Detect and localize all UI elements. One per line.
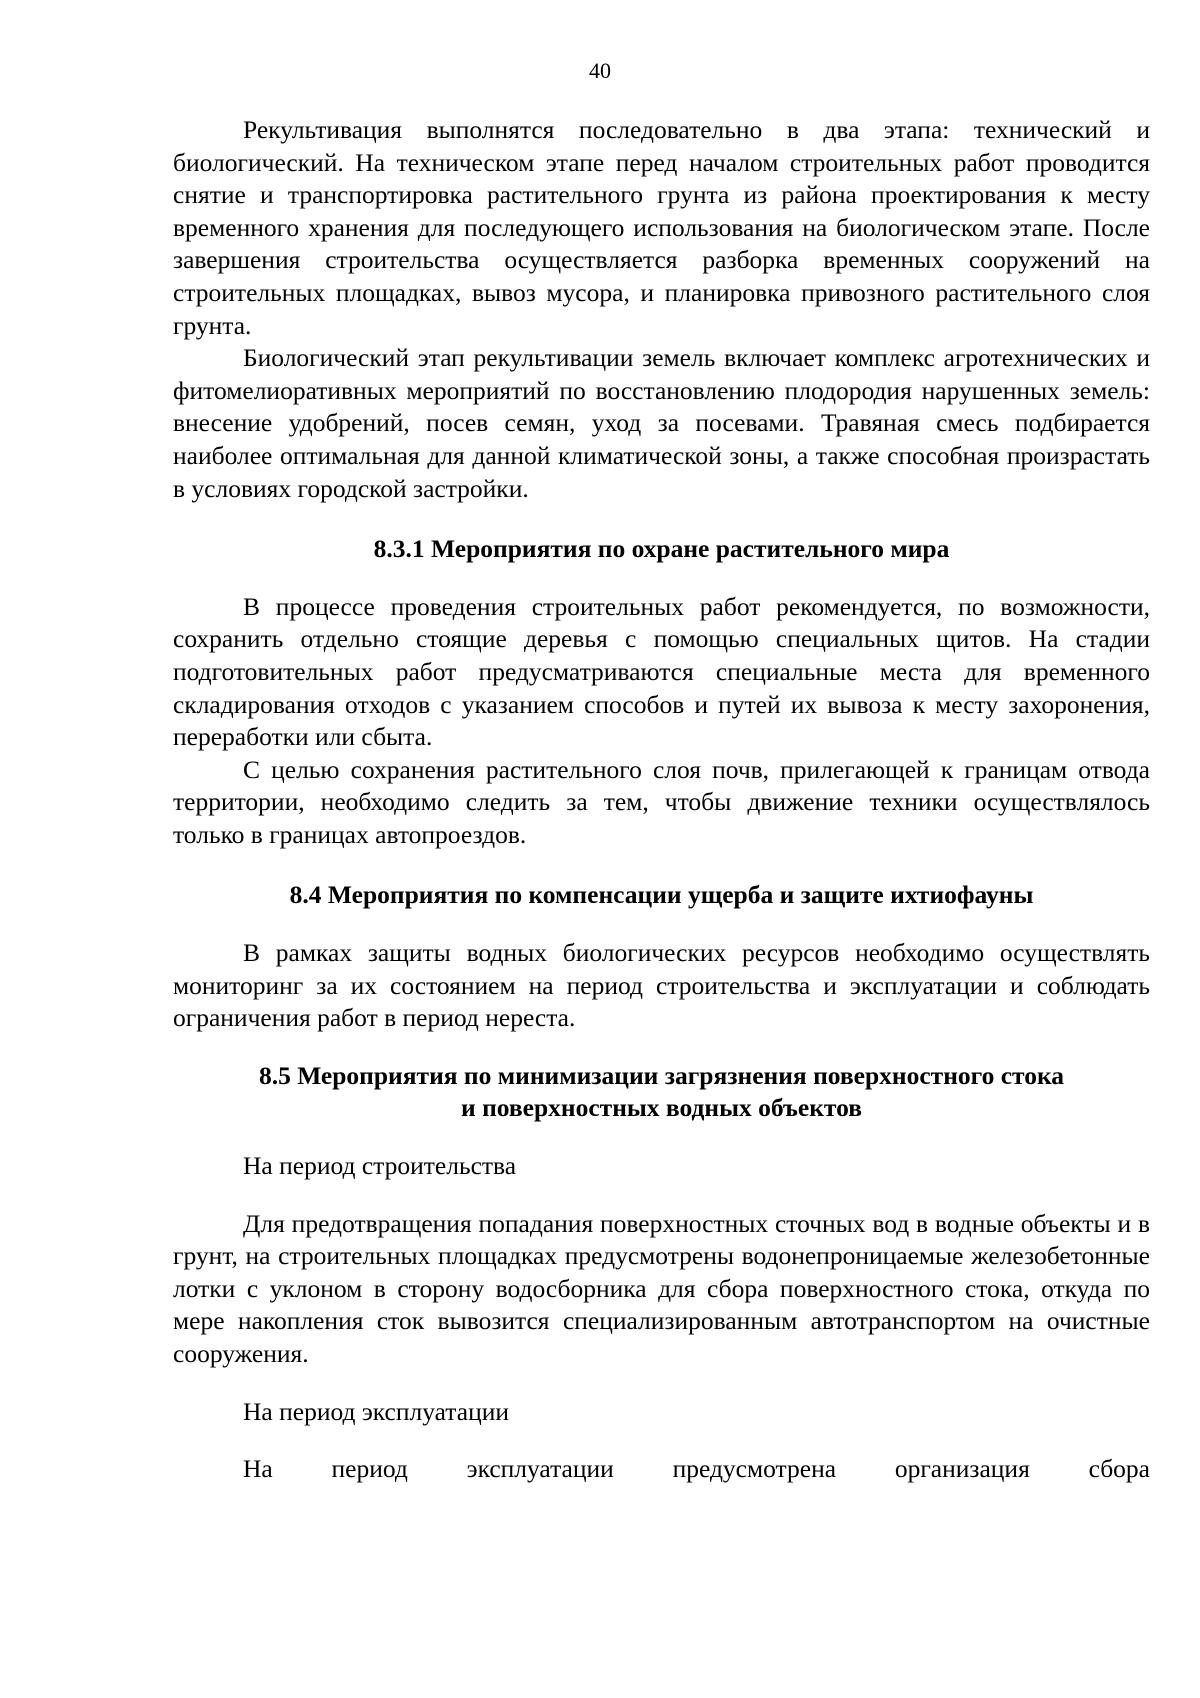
section-heading-8-5 xyxy=(173,1060,1150,1125)
paragraph-soil-layer: С целью сохранения растительного слоя почв, прилегающей к границам отвода территории, необходимо следить за тем, чтобы движение техники осуществлялось только в границах автопроездов. xyxy=(173,754,1150,849)
section-heading-8-4: 8.4 Мероприятия по компенсации ущерба и защите ихтиофауны xyxy=(289,880,1034,910)
section-heading-8-5-line-1: 8.5 Мероприятия по минимизации загрязнения поверхностного стока xyxy=(258,1060,1065,1090)
page-number: 40 xyxy=(589,58,611,83)
paragraph-biological-stage: Биологический этап рекультивации земель включает комплекс агротехнических и фитомелиоративных мероприятий по восстановлению плодородия нарушенных земель: внесение удобрений, посев семян, уход за посевами. Травяная смесь подбирается наиболее оптимальная для данной климатической зоны, а также способная произрастать в условиях городской застройки. xyxy=(173,343,1150,503)
section-heading-8-3-1: 8.3.1 Мероприятия по охране растительного мира xyxy=(373,534,950,564)
section-heading-8-5-line-2: и поверхностных водных объектов xyxy=(461,1093,862,1123)
paragraph-surface-runoff: Для предотвращения попадания поверхностных сточных вод в водные объекты и в грунт, на строительных площадках предусмотрены водонепроницаемые железобетонные лотки с уклоном в сторону водосборника для сбора поверхностного стока, откуда по мере накопления сток вывозится специализированным автотранспортом на очистные сооружения. xyxy=(173,1208,1150,1368)
paragraph-recultivation-stages: Рекультивация выполнятся последовательно в два этапа: технический и биологический. На техническом этапе перед началом строительных работ проводится снятие и транспортировка растительного грунта из района проектирования к месту временного хранения для последующего использования на биологическом этапе. После завершения строительства осуществляется разборка временных сооружений на строительных площадках, вывоз мусора, и планировка привозного растительного слоя грунта. xyxy=(173,115,1150,340)
subheading-operation-period: На период эксплуатации xyxy=(243,1396,510,1426)
subheading-construction-period: На период строительства xyxy=(243,1151,517,1181)
document-body xyxy=(173,114,1150,1486)
paragraph-ichthyofauna: В рамках защиты водных биологических ресурсов необходимо осуществлять мониторинг за их состоянием на период строительства и эксплуатации и соблюдать ограничения работ в период нереста. xyxy=(173,938,1150,1033)
paragraph-construction-trees: В процессе проведения строительных работ рекомендуется, по возможности, сохранить отдельно стоящие деревья с помощью специальных щитов. На стадии подготовительных работ предусматриваются специальные места для временного складирования отходов с указанием способов и путей их вывоза к месту захоронения, переработки или сбыта. xyxy=(173,591,1150,752)
paragraph-operation-collection: На период эксплуатации предусмотрена организация сбора xyxy=(243,1454,1150,1484)
